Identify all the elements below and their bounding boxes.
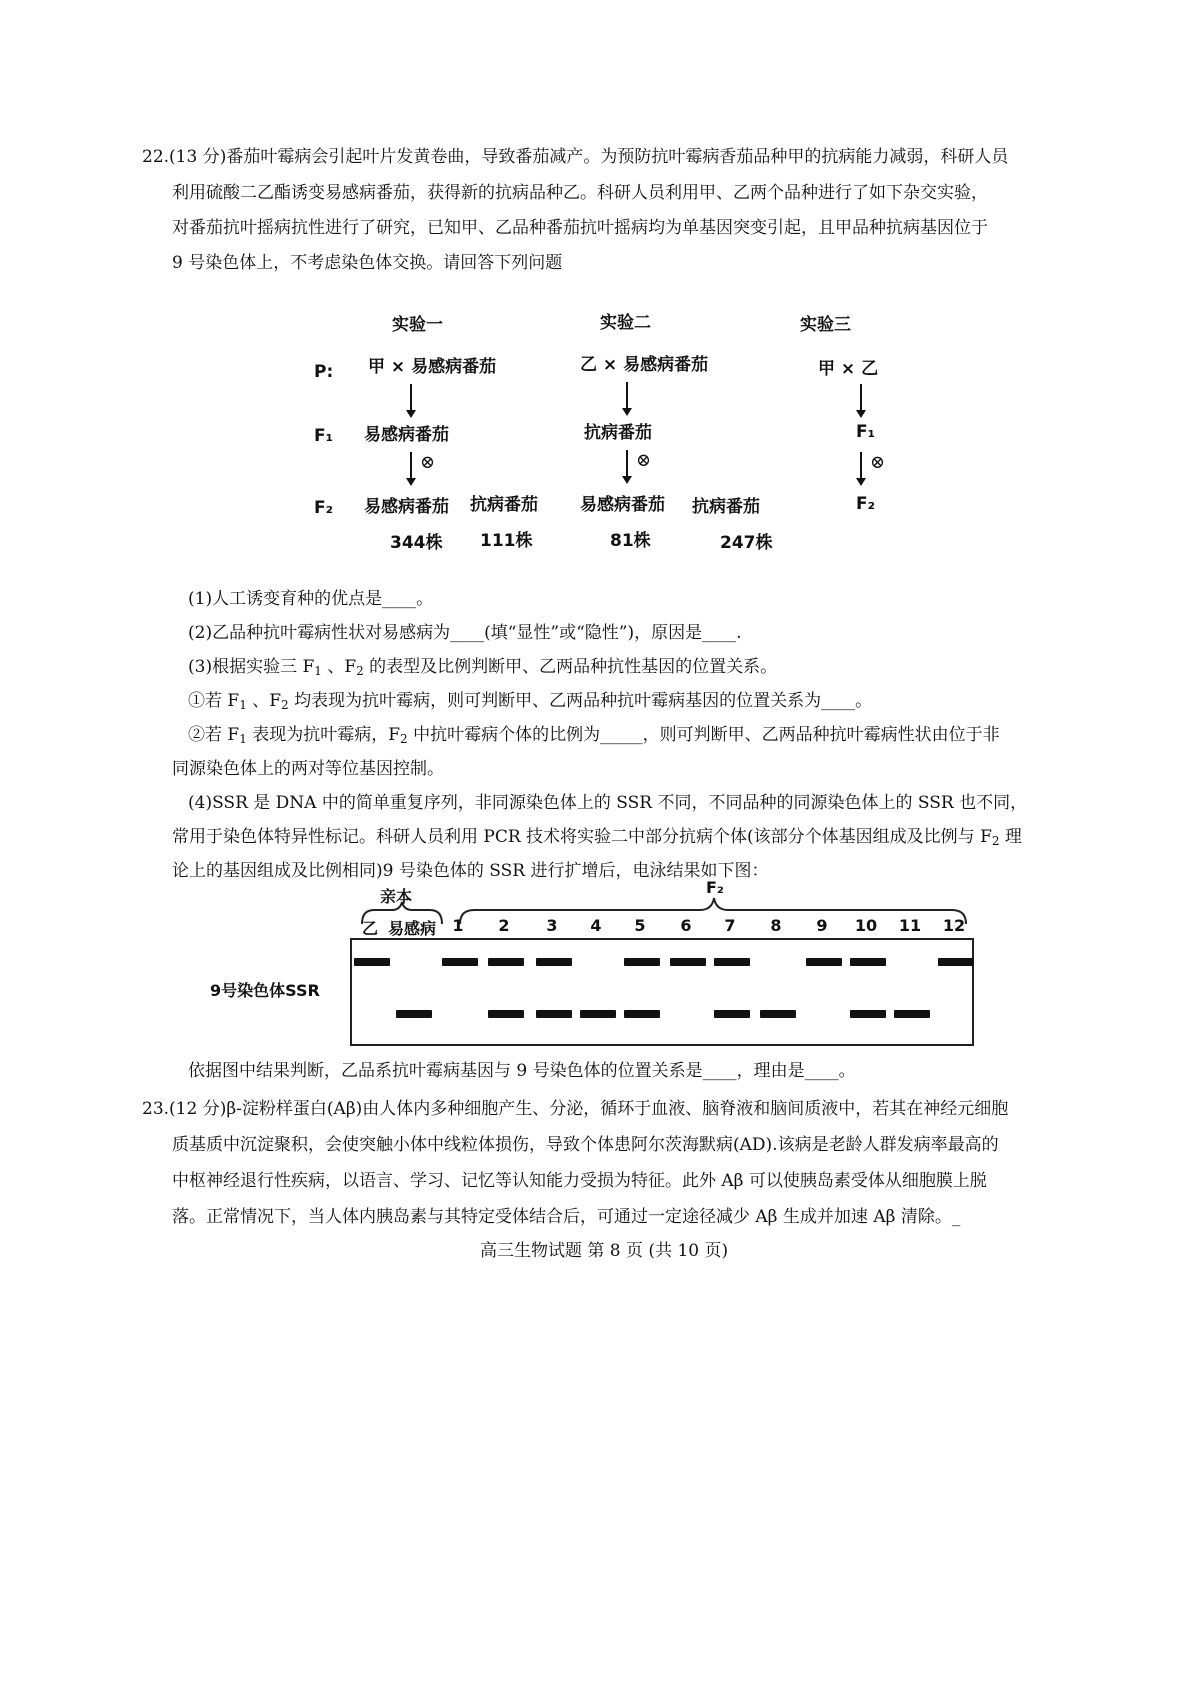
exp2-f1: 抗病番茄 [584,423,652,443]
exp2-selfing-symbol: ⊗ [636,450,652,471]
gel-band-bottom-lane-5 [580,1010,616,1018]
gel-band-top-lane-7 [670,958,706,966]
gel-lane-label-11: 10 [854,916,878,935]
row-label-f1: F₁ [314,426,334,446]
gel-band-top-lane-0 [354,958,390,966]
q22-line-4: 9 号染色体上，不考虑染色体交换。请回答下列问题 [172,253,563,273]
q31-part-c: 均表现为抗叶霉病，则可判断甲、乙两品种抗叶霉病基因的位置关系为____。 [288,691,873,711]
gel-lane-label-2: 1 [452,916,464,935]
q22-line-2: 利用硫酸二乙酯诱变易感病番茄，获得新的抗病品种乙。科研人员利用甲、乙两个品种进行了如下杂交实验， [172,183,988,203]
gel-lane-label-0: 乙 [361,919,378,938]
q22-line-3: 对番茄抗叶摇病抗性进行了研究，已知甲、乙品种番茄抗叶摇病均为单基因突变引起，且甲品种抗病基因位于 [172,218,988,238]
exp3-title: 实验三 [800,315,851,335]
question-1: (1)人工诱变育种的优点是____。 [188,589,434,609]
q31-part-a: ①若 F [188,691,240,711]
exp1-f2-susceptible: 易感病番茄 [364,497,449,517]
gel-band-top-lane-8 [714,958,750,966]
exp2-f2-susceptible: 易感病番茄 [580,495,665,515]
gel-band-bottom-lane-6 [624,1010,660,1018]
gel-band-top-lane-10 [806,958,842,966]
gel-parent-label: 亲本 [380,887,413,906]
exp1-selfing-symbol: ⊗ [420,452,436,473]
q31-sub-2: 2 [281,698,289,712]
gel-lane-label-8: 7 [724,916,736,935]
gel-row-label: 9号染色体SSR [210,981,320,1000]
gel-lane-label-1: 易感病 [387,919,436,938]
exp1-count-resistant: 111株 [480,531,533,551]
gel-band-bottom-lane-11 [850,1010,886,1018]
q23-line-3: 中枢神经退行性疾病，以语言、学习、记忆等认知能力受损为特征。此外 Aβ 可以使胰岛素受体从细胞膜上脱 [172,1171,987,1191]
exp2-title: 实验二 [600,313,651,333]
exp3-f2: F₂ [856,494,876,514]
f2-brace [460,898,966,924]
gel-band-top-lane-4 [536,958,572,966]
q32-sub-1: 1 [239,732,247,746]
gel-band-bottom-lane-4 [536,1010,572,1018]
gel-lane-label-4: 3 [546,916,558,935]
q3-sub-2: 2 [356,664,364,678]
gel-band-bottom-lane-9 [760,1010,796,1018]
question-4-conclusion: 依据图中结果判断，乙品系抗叶霉病基因与 9 号染色体的位置关系是____，理由是____。 [188,1061,856,1081]
gel-band-bottom-lane-3 [488,1010,524,1018]
q23-line-1: 23.(12 分)β-淀粉样蛋白(Aβ)由人体内多种细胞产生、分泌，循环于血液、脑脊液和脑间质液中，若其在神经元细胞 [142,1099,1009,1119]
gel-band-bottom-lane-8 [714,1010,750,1018]
exp3-parents: 甲 × 乙 [818,359,879,379]
gel-box [350,938,974,1046]
gel-lane-label-10: 9 [816,916,828,935]
exp3-selfing-symbol: ⊗ [870,452,886,473]
gel-band-top-lane-2 [442,958,478,966]
question-2: (2)乙品种抗叶霉病性状对易感病为____(填“显性”或“隐性”)，原因是____. [188,623,742,643]
q3-part-a: (3)根据实验三 F [188,657,315,677]
gel-lane-label-6: 5 [634,916,646,935]
gel-band-top-lane-6 [624,958,660,966]
q4-sub-2: 2 [991,834,1000,848]
exp1-count-susceptible: 344株 [390,533,443,553]
gel-lane-label-12: 11 [898,916,922,935]
exp2-count-resistant: 247株 [720,533,773,553]
question-3-2-cont: 同源染色体上的两对等位基因控制。 [172,759,444,779]
gel-band-top-lane-3 [488,958,524,966]
q4-part-b: 理 [999,827,1022,847]
q32-part-b: 表现为抗叶霉病，F [246,725,401,745]
exp1-title: 实验一 [392,315,443,335]
exp1-f1: 易感病番茄 [364,425,449,445]
row-label-p: P: [314,362,334,382]
q32-part-c: 中抗叶霉病个体的比例为_____，则可判断甲、乙两品种抗叶霉病性状由位于非 [407,725,1000,745]
q3-sub-1: 1 [314,664,322,678]
q3-part-c: 的表型及比例判断甲、乙两品种抗性基因的位置关系。 [363,657,778,677]
q23-line-2: 质基质中沉淀聚积，会使突触小体中线粒体损伤，导致个体患阿尔茨海默病(AD).该病是老龄人群发病率最高的 [172,1135,999,1155]
q32-sub-2: 2 [400,732,408,746]
gel-band-top-lane-11 [850,958,886,966]
gel-lane-label-13: 12 [942,916,966,935]
exp2-parents: 乙 × 易感病番茄 [580,355,709,375]
gel-band-top-lane-13 [938,958,974,966]
q3-part-b: 、F [321,657,357,677]
gel-lane-label-3: 2 [498,916,510,935]
question-4-line-1: (4)SSR 是 DNA 中的简单重复序列，非同源染色体上的 SSR 不同，不同品种的同源染色体上的 SSR 也不同， [188,793,1028,813]
q31-part-b: 、F [246,691,282,711]
exp2-count-susceptible: 81株 [610,531,651,551]
exp3-f1: F₁ [856,422,876,442]
gel-lane-label-5: 4 [590,916,602,935]
gel-band-bottom-lane-1 [396,1010,432,1018]
q22-line-1: 22.(13 分)番茄叶霉病会引起叶片发黄卷曲，导致番茄减产。为预防抗叶霉病香茄品种甲的抗病能力减弱，科研人员 [142,147,1009,167]
exp2-f2-resistant: 抗病番茄 [692,497,760,517]
page-footer: 高三生物试题 第 8 页 (共 10 页) [480,1241,729,1261]
gel-lane-label-9: 8 [770,916,782,935]
exp1-f2-resistant: 抗病番茄 [470,495,538,515]
exp1-parents: 甲 × 易感病番茄 [368,357,497,377]
question-4-line-3: 论上的基因组成及比例相同)9 号染色体的 SSR 进行扩增后，电泳结果如下图： [172,861,769,881]
q31-sub-1: 1 [239,698,247,712]
q4-part-a: 常用于染色体特异性标记。科研人员利用 PCR 技术将实验二中部分抗病个体(该部分个体基因组成及比例与 F [172,827,992,847]
q32-part-a: ②若 F [188,725,240,745]
gel-lane-label-7: 6 [680,916,692,935]
row-label-f2: F₂ [314,498,334,518]
gel-band-bottom-lane-12 [894,1010,930,1018]
gel-f2-label: F₂ [706,878,724,897]
q23-line-4: 落。正常情况下，当人体内胰岛素与其特定受体结合后，可通过一定途径减少 Aβ 生成并加速 Aβ 清除。_ [172,1207,961,1227]
